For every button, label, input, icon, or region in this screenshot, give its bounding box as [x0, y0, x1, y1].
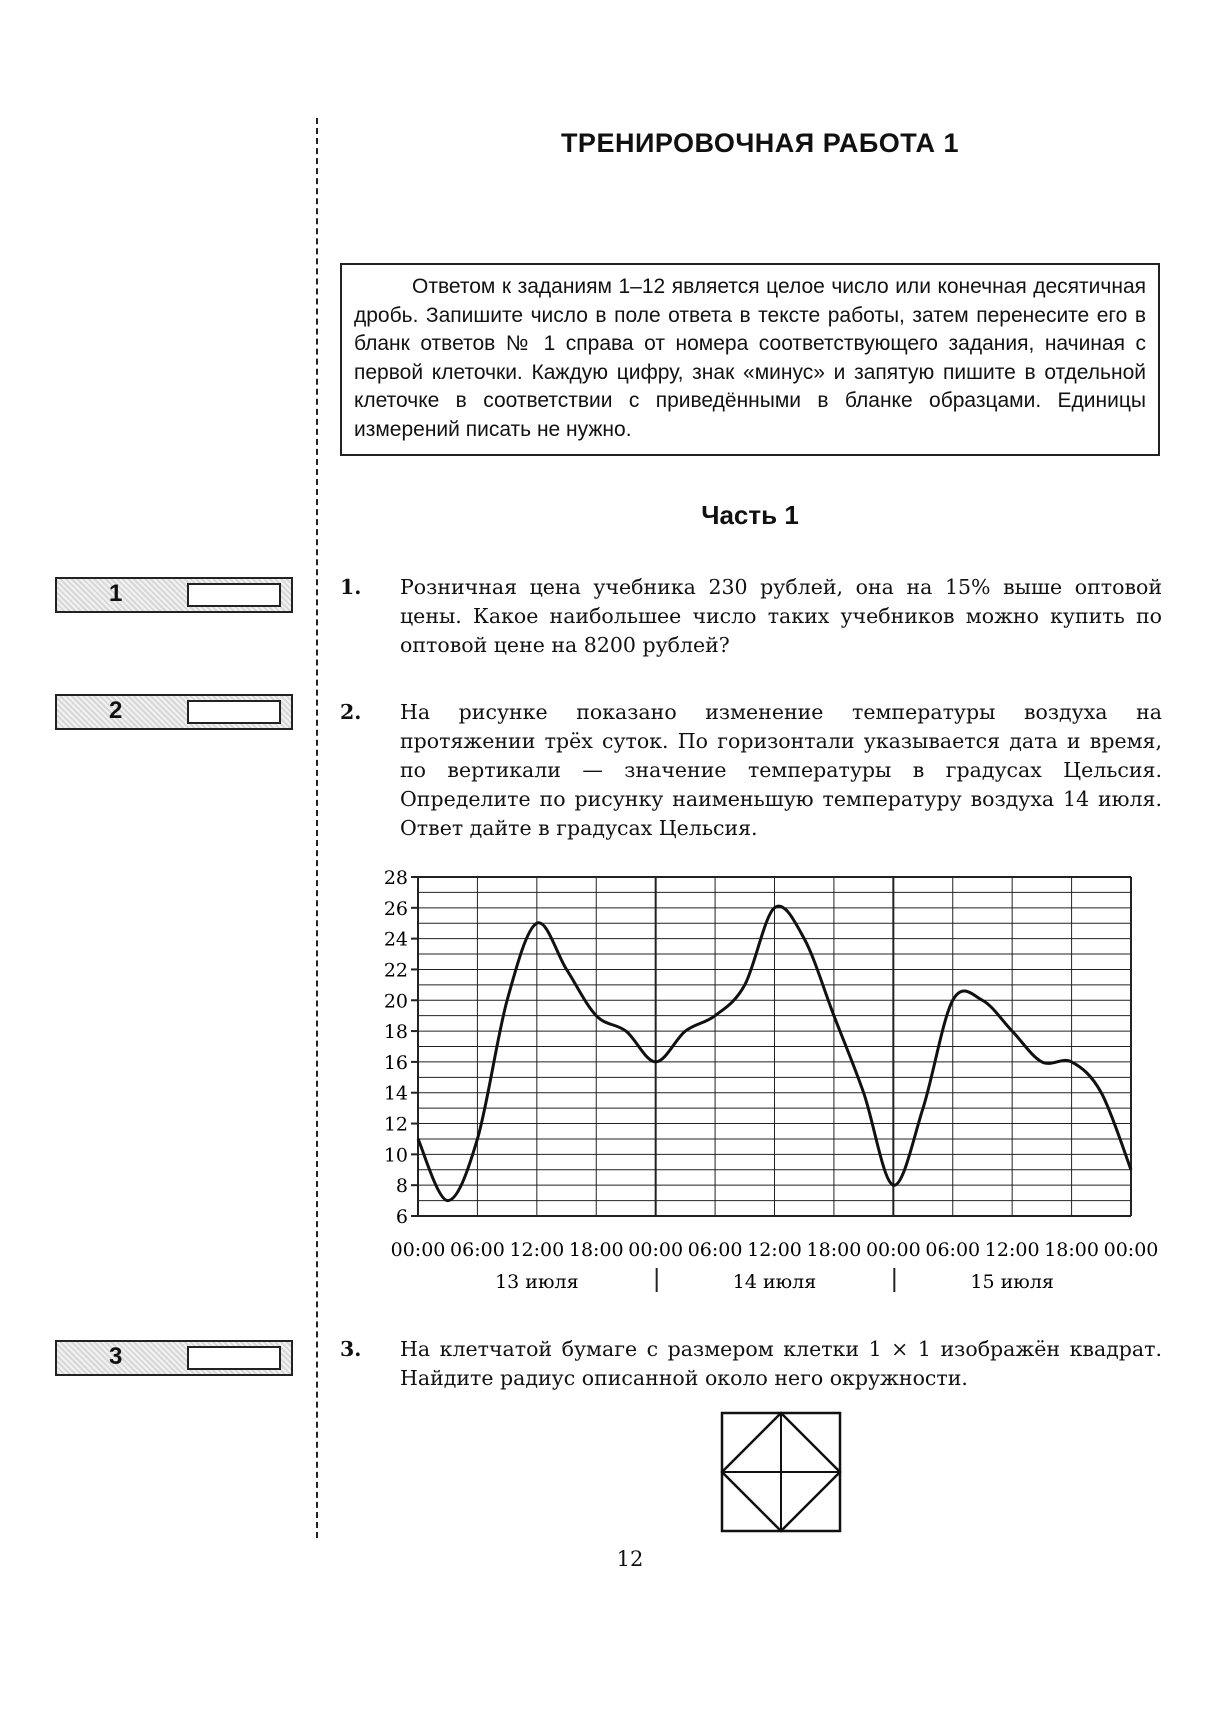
y-tick-label: 6 [395, 1206, 408, 1228]
x-tick-label: 06:00 [925, 1239, 981, 1261]
x-tick-label: 12:00 [984, 1239, 1040, 1261]
question-text: На клетчатой бумаге с размером клетки 1 × 1 изображён квадрат. Найдите радиус описанной около него окружности. [400, 1337, 1162, 1390]
page-title: ТРЕНИРОВОЧНАЯ РАБОТА 1 [560, 128, 960, 158]
x-tick-label: 12:00 [747, 1239, 802, 1261]
day-labels [495, 1268, 1054, 1293]
x-tick-label: 00:00 [865, 1239, 921, 1261]
y-tick-label: 8 [395, 1175, 408, 1198]
x-tick-label: 06:00 [687, 1239, 743, 1261]
answer-box-number: 1 [109, 580, 123, 607]
square-figure [722, 1413, 840, 1531]
x-tick-label: 00:00 [1103, 1239, 1159, 1261]
x-tick-label: 00:00 [628, 1239, 684, 1261]
instructions-text: Ответом к заданиям 1–12 является целое число или конечная десятичная дробь. Запишите число в поле ответа в тексте работы, затем перенесите его в бланк ответов № 1 справа от номера соответствующего задания, начиная с первой клеточки. Каждую цифру, знак «минус» и запятую пишите в отдельной клеточке в соответствии с приведёнными в бланке образцами. Единицы измерений писать не нужно. [354, 275, 1146, 441]
y-tick-label: 24 [383, 928, 408, 951]
y-axis-ticks [384, 867, 418, 1228]
question-number: 2. [340, 700, 362, 724]
y-tick-label: 10 [383, 1144, 408, 1167]
x-tick-label: 06:00 [450, 1239, 505, 1261]
x-tick-label: 18:00 [1044, 1239, 1099, 1261]
x-tick-label: 18:00 [806, 1239, 862, 1261]
answer-box-number: 2 [109, 697, 123, 724]
y-tick-label: 22 [383, 959, 408, 982]
x-tick-label: 18:00 [568, 1239, 624, 1261]
y-tick-label: 14 [383, 1082, 408, 1105]
answer-box-number: 3 [109, 1343, 123, 1370]
question-number: 3. [340, 1337, 362, 1361]
y-tick-label: 28 [383, 867, 408, 889]
x-tick-label: 12:00 [509, 1239, 565, 1261]
question-number: 1. [340, 575, 362, 599]
page-number: 12 [616, 1547, 644, 1571]
y-tick-label: 18 [383, 1021, 408, 1044]
question-text: На рисунке показано изменение температуры воздуха на протяжении трёх суток. По горизонтали указывается дата и время, по вертикали — значение температуры в градусах Цельсия. Определите по рисунку наименьшую температуру воздуха 14 июля. Ответ дайте в градусах Цельсия. [400, 700, 1162, 840]
question-text: Розничная цена учебника 230 рублей, она на 15% выше оптовой цены. Какое наибольшее число таких учебников можно купить по оптовой цене на 8200 рублей? [400, 575, 1162, 657]
x-tick-label: 00:00 [390, 1239, 446, 1261]
day-label: 15 июля [970, 1271, 1054, 1293]
x-axis-ticks [391, 1239, 1159, 1261]
y-tick-label: 12 [383, 1113, 408, 1136]
y-tick-label: 26 [383, 897, 408, 920]
day-label: 13 июля [495, 1271, 579, 1293]
day-label: 14 июля [732, 1271, 817, 1293]
y-tick-label: 16 [383, 1051, 408, 1074]
y-tick-label: 20 [383, 990, 408, 1013]
part-title: Часть 1 [701, 500, 799, 530]
